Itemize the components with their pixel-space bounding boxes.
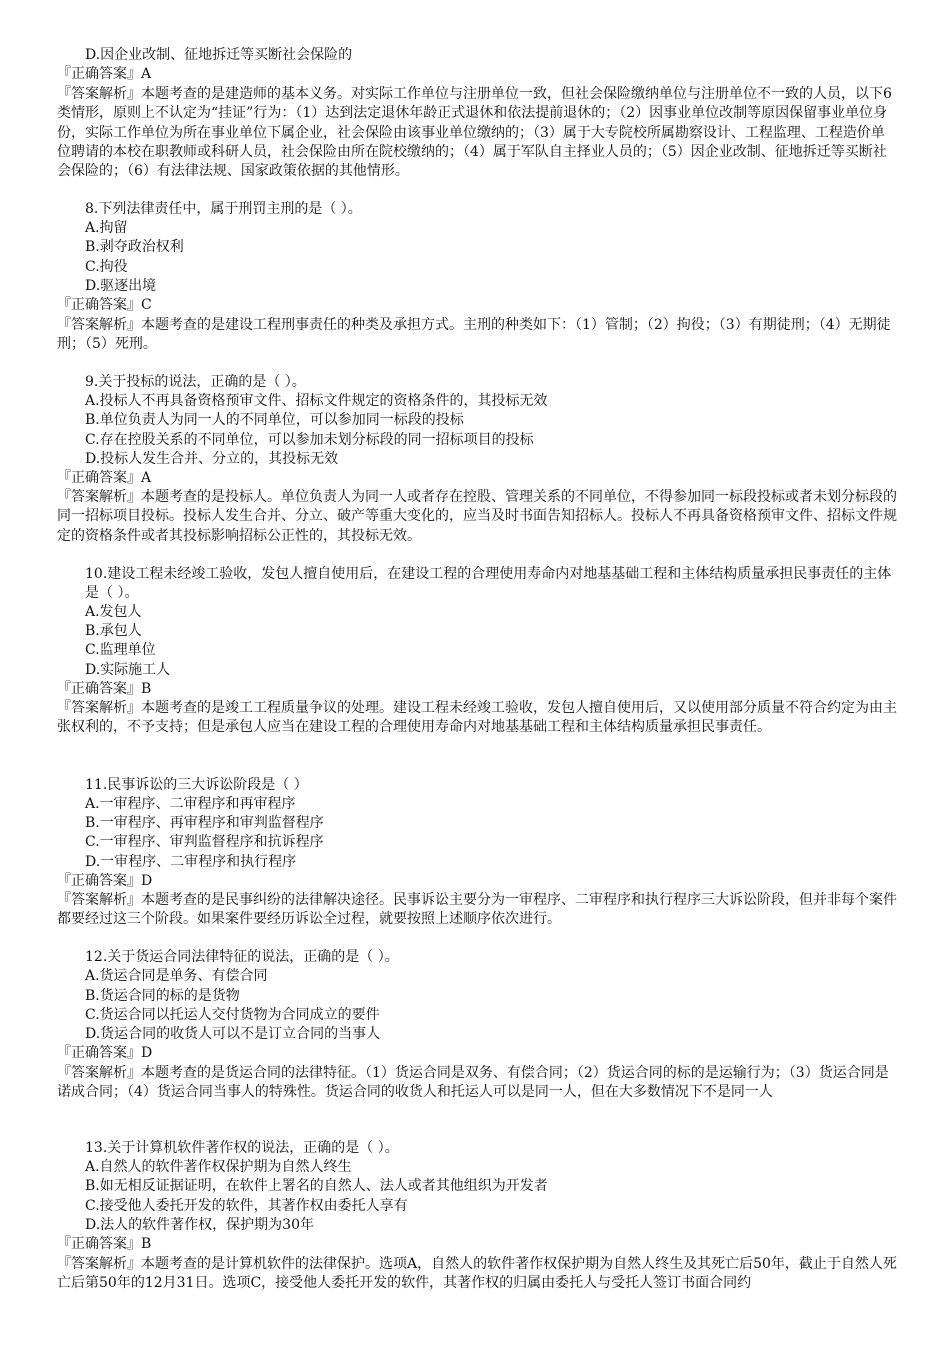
question-stem-8: 8.下列法律责任中，属于刑罚主刑的是（ ）。 [85, 201, 362, 217]
answer-line: 『正确答案』B [57, 1236, 152, 1252]
option-a: A.拘留 [85, 220, 128, 236]
option-b: B.单位负责人为同一人的不同单位，可以参加同一标段的投标 [85, 412, 464, 428]
option-c: C.拘役 [85, 259, 128, 275]
analysis-paragraph: 『答案解析』本题考查的是计算机软件的法律保护。选项A，自然人的软件著作权保护期为自然人终生及其死亡后50年，截止于自然人死亡后第50年的12月31日。选项C，接受他人委托开发的软件，其著作权的归属由委托人与受托人签订书面合同约 [57, 1256, 897, 1292]
question-stem-11: 11.民事诉讼的三大诉讼阶段是（ ） [85, 777, 308, 793]
option-d: D.投标人发生合并、分立的，其投标无效 [85, 451, 339, 467]
option-d: D.货运合同的收货人可以不是订立合同的当事人 [85, 1026, 381, 1042]
option-c: C.存在控股关系的不同单位，可以参加未划分标段的同一招标项目的投标 [85, 432, 534, 448]
question-stem-12: 12.关于货运合同法律特征的说法，正确的是（ ）。 [85, 949, 399, 965]
option-d: D.因企业改制、征地拆迁等买断社会保险的 [85, 47, 353, 63]
option-d: D.一审程序、二审程序和执行程序 [85, 854, 297, 870]
analysis-paragraph: 『答案解析』本题考查的是投标人。单位负责人为同一人或者存在控股、管理关系的不同单位，不得参加同一标段投标或者未划分标段的同一招标项目投标。投标人发生合并、分立、破产等重大变化的，应当及时书面告知招标人。投标人不再具备资格预审文件、招标文件规定的资格条件或者其投标影响招标公正性的，其投标无效。 [57, 489, 897, 544]
option-d: D.驱逐出境 [85, 278, 157, 294]
option-d: D.实际施工人 [85, 662, 171, 678]
answer-line: 『正确答案』D [57, 873, 153, 889]
analysis-paragraph: 『答案解析』本题考查的是建设工程刑事责任的种类及承担方式。主刑的种类如下：（1）管制；（2）拘役；（3）有期徒刑；（4）无期徒刑；（5）死刑。 [57, 317, 891, 353]
answer-line: 『正确答案』B [57, 681, 152, 697]
answer-line: 『正确答案』A [57, 66, 152, 82]
option-d: D.法人的软件著作权，保护期为30年 [85, 1217, 314, 1233]
option-b: B.剥夺政治权利 [85, 239, 184, 255]
analysis-paragraph: 『答案解析』本题考查的是民事纠纷的法律解决途径。民事诉讼主要分为一审程序、二审程序和执行程序三大诉讼阶段，但并非每个案件都要经过这三个阶段。如果案件要经历诉讼全过程，就要按照上述顺序依次进行。 [57, 892, 897, 928]
option-b: B.承包人 [85, 623, 142, 639]
question-stem-10: 10.建设工程未经竣工验收，发包人擅自使用后，在建设工程的合理使用寿命内对地基基础工程和主体结构质量承担民事责任的主体是（ ）。 [85, 566, 892, 602]
option-b: B.货运合同的标的是货物 [85, 988, 240, 1004]
option-c: C.接受他人委托开发的软件，其著作权由委托人享有 [85, 1198, 408, 1214]
option-c: C.监理单位 [85, 642, 156, 658]
question-stem-9: 9.关于投标的说法，正确的是（ ）。 [85, 374, 306, 390]
analysis-paragraph: 『答案解析』本题考查的是货运合同的法律特征。（1）货运合同是双务、有偿合同；（2）货运合同的标的是运输行为；（3）货运合同是诺成合同；（4）货运合同当事人的特殊性。货运合同的收货人和托运人可以是同一人，但在大多数情况下不是同一人 [57, 1065, 889, 1101]
option-b: B.如无相反证据证明，在软件上署名的自然人、法人或者其他组织为开发者 [85, 1178, 548, 1194]
option-c: C.货运合同以托运人交付货物为合同成立的要件 [85, 1007, 380, 1023]
analysis-paragraph: 『答案解析』本题考查的是竣工工程质量争议的处理。建设工程未经竣工验收，发包人擅自使用后，又以使用部分质量不符合约定为由主张权利的，不予支持；但是承包人应当在建设工程的合理使用寿命内对地基基础工程和主体结构质量承担民事责任。 [57, 700, 897, 736]
option-c: C.一审程序、审判监督程序和抗诉程序 [85, 834, 324, 850]
analysis-paragraph: 『答案解析』本题考查的是建造师的基本义务。对实际工作单位与注册单位一致，但社会保险缴纳单位与注册单位不一致的人员，以下6类情形，原则上不认定为“挂证”行为：（1）达到法定退休年龄正式退休和依法提前退休的；（2）因事业单位改制等原因保留事业单位身份，实际工作单位为所在事业单位下属企业，社会保险由该事业单位缴纳的；（3）属于大专院校所属勘察设计、工程监理、工程造价单位聘请的本校在职教师或科研人员，社会保险由所在院校缴纳的；（4）属于军队自主择业人员的；（5）因企业改制、征地拆迁等买断社会保险的；（6）有法律法规、国家政策依据的其他情形。 [57, 86, 892, 180]
option-a: A.投标人不再具备资格预审文件、招标文件规定的资格条件的，其投标无效 [85, 393, 548, 409]
option-a: A.自然人的软件著作权保护期为自然人终生 [85, 1159, 352, 1175]
option-b: B.一审程序、再审程序和审判监督程序 [85, 815, 324, 831]
option-a: A.一审程序、二审程序和再审程序 [85, 796, 296, 812]
answer-line: 『正确答案』C [57, 297, 152, 313]
answer-line: 『正确答案』D [57, 1045, 153, 1061]
option-a: A.货运合同是单务、有偿合同 [85, 968, 268, 984]
option-a: A.发包人 [85, 604, 142, 620]
answer-line: 『正确答案』A [57, 470, 152, 486]
question-stem-13: 13.关于计算机软件著作权的说法，正确的是（ ）。 [85, 1140, 399, 1156]
